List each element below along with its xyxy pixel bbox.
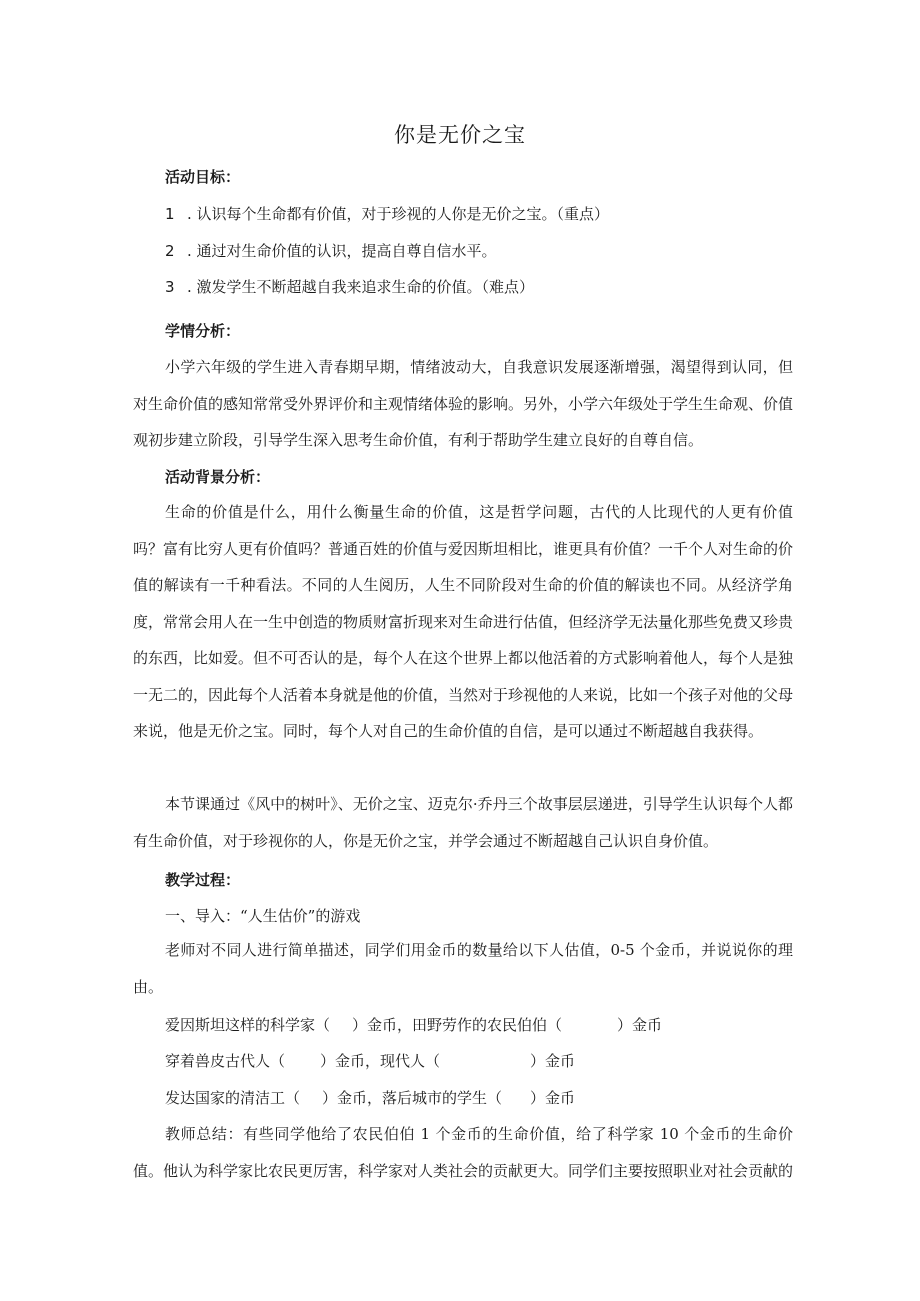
- blank-label: ）金币: [530, 1052, 576, 1070]
- goals-heading: 活动目标：: [165, 168, 241, 186]
- process-heading: 教学过程：: [165, 871, 241, 889]
- blank-row: [165, 1050, 575, 1071]
- page-title: 你是无价之宝: [394, 123, 526, 147]
- goal-number: 2: [165, 242, 175, 260]
- blank-row: [165, 1014, 662, 1035]
- goal-text: . 认识每个生命都有价值，对于珍视的人你是无价之宝。（重点）: [187, 205, 610, 223]
- blank-label: 穿着兽皮古代人（: [165, 1052, 286, 1070]
- goal-item: [165, 240, 497, 261]
- background-heading: 活动背景分析：: [165, 468, 271, 486]
- goal-text: . 激发学生不断超越自我来追求生命的价值。（难点）: [187, 278, 535, 296]
- analysis-heading: 学情分析：: [165, 322, 241, 340]
- blank-label: ）金币: [617, 1016, 663, 1034]
- blank-label: ）金币，落后城市的学生（: [322, 1089, 503, 1107]
- goal-number: 3: [165, 278, 175, 296]
- process-intro: 老师对不同人进行简单描述，同学们用金币的数量给以下人估值，0-5 个金币，并说说你的理由。: [133, 941, 793, 996]
- blank-label: ）金币: [530, 1089, 576, 1107]
- goal-item: [165, 276, 534, 297]
- process-subheading: 一、导入：“人生估价”的游戏: [165, 907, 361, 925]
- goal-number: 1: [165, 205, 175, 223]
- goal-item: [165, 203, 609, 224]
- goal-text: . 通过对生命价值的认识，提高自尊自信水平。: [187, 242, 497, 260]
- teacher-summary: 教师总结：有些同学他给了农民伯伯 1 个金币的生命价值，给了科学家 10 个金币的生命价值。他认为科学家比农民更厉害，科学家对人类社会的贡献更大。同学们主要按照职业对社会贡献的: [133, 1125, 794, 1180]
- background-paragraph-1: 生命的价值是什么，用什么衡量生命的价值，这是哲学问题，古代的人比现代的人更有价值吗？富有比穷人更有价值吗？普通百姓的价值与爱因斯坦相比，谁更具有价值？一千个人对生命的价值的解读有一千种看法。不同的人生阅历，人生不同阶段对生命的价值的解读也不同。从经济学角度，常常会用人在一生中创造的物质财富折现来对生命进行估值，但经济学无法量化那些免费又珍贵的东西，比如爱。但不可否认的是，每个人在这个世界上都以他活着的方式影响着他人，每个人是独一无二的，因此每个人活着本身就是他的价值，当然对于珍视他的人来说，比如一个孩子对他的父母来说，他是无价之宝。同时，每个人对自己的生命价值的自信，是可以通过不断超越自我获得。: [133, 503, 794, 740]
- blank-label: ）金币，田野劳作的农民伯伯（: [352, 1016, 563, 1034]
- background-paragraph-2: 本节课通过《风中的树叶》、无价之宝、迈克尔·乔丹三个故事层层递进，引导学生认识每个人都有生命价值，对于珍视你的人，你是无价之宝，并学会通过不断超越自己认识自身价值。: [133, 795, 793, 850]
- analysis-paragraph: 小学六年级的学生进入青春期早期，情绪波动大，自我意识发展逐渐增强，渴望得到认同，但对生命价值的感知常常受外界评价和主观情绪体验的影响。另外，小学六年级处于学生生命观、价值观初步建立阶段，引导学生深入思考生命价值，有利于帮助学生建立良好的自尊自信。: [133, 358, 794, 449]
- blank-label: ）金币，现代人（: [320, 1052, 441, 1070]
- blank-row: [165, 1087, 575, 1108]
- blank-label: 爱因斯坦这样的科学家（: [165, 1016, 331, 1034]
- blank-label: 发达国家的清洁工（: [165, 1089, 301, 1107]
